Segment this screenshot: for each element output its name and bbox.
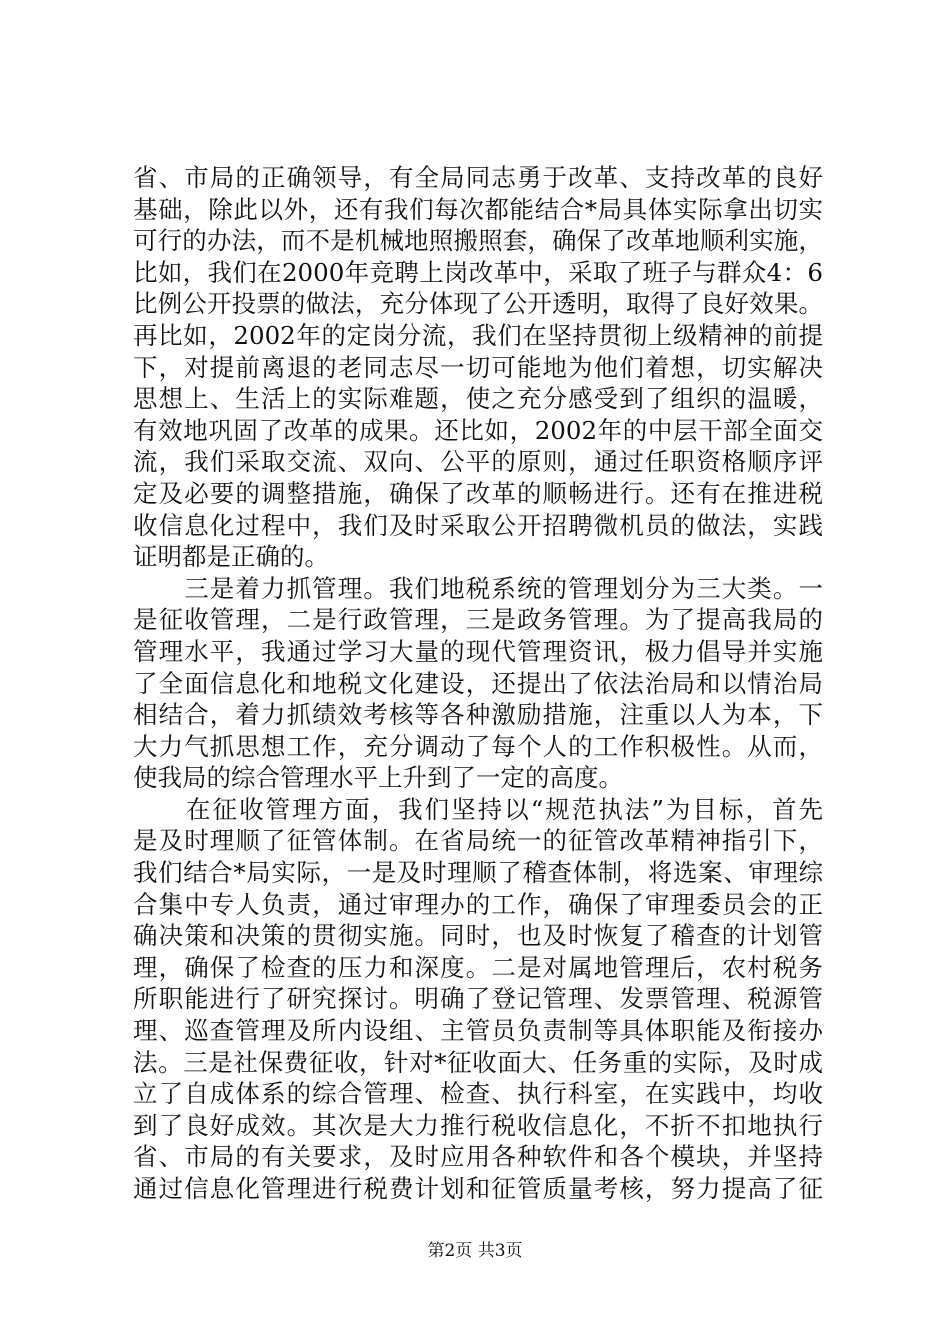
text-line: 再比如，2002年的定岗分流，我们在坚持贯彻上级精神的前提 [133,320,823,350]
text-line: 使我局的综合管理水平上升到了一定的高度。 [133,763,623,793]
text-line: 可行的办法，而不是机械地照搬照套，确保了改革地顺利实施， [133,226,823,256]
text-line: 我们结合*局实际，一是及时理顺了稽查体制，将选案、审理综 [133,858,823,888]
page-number-footer: 第2页 共3页 [427,1241,523,1261]
text-line: 到了良好成效。其次是大力推行税收信息化，不折不扣地执行 [133,1110,823,1140]
text-line: 收信息化过程中，我们及时采取公开招聘微机员的做法，实践 [133,510,823,540]
text-line: 理，确保了检查的压力和深度。二是对属地管理后，农村税务 [133,952,823,982]
text-line: 省、市局的正确领导，有全局同志勇于改革、支持改革的良好 [133,163,823,192]
text-line: 是及时理顺了征管体制。在省局统一的征管改革精神指引下， [133,826,823,856]
text-line: 是征收管理，二是行政管理，三是政务管理。为了提高我局的 [133,605,823,635]
text-line: 定及必要的调整措施，确保了改革的顺畅进行。还有在推进税 [133,478,823,508]
text-line: 省、市局的有关要求，及时应用各种软件和各个模块，并坚持 [133,1142,823,1172]
text-line: 三是着力抓管理。我们地税系统的管理划分为三大类。一 [133,573,823,603]
text-line: 证明都是正确的。 [133,542,329,572]
text-line: 比例公开投票的做法，充分体现了公开透明，取得了良好效果。 [133,289,823,319]
text-line: 法。三是社保费征收，针对*征收面大、任务重的实际，及时成 [133,1047,823,1077]
text-line: 思想上、生活上的实际难题，使之充分感受到了组织的温暖， [133,384,823,414]
text-line: 通过信息化管理进行税费计划和征管质量考核，努力提高了征 [133,1174,823,1203]
text-line: 立了自成体系的综合管理、检查、执行科室，在实践中，均收 [133,1079,823,1109]
text-line: 大力气抓思想工作，充分调动了每个人的工作积极性。从而， [133,731,823,761]
text-line: 确决策和决策的贯彻实施。同时，也及时恢复了稽查的计划管 [133,921,823,951]
text-line: 相结合，着力抓绩效考核等各种激励措施，注重以人为本，下 [133,700,823,730]
text-line: 有效地巩固了改革的成果。还比如，2002年的中层干部全面交 [133,415,823,445]
text-line: 合集中专人负责，通过审理办的工作，确保了审理委员会的正 [133,889,823,919]
text-line: 基础，除此以外，还有我们每次都能结合*局具体实际拿出切实 [133,194,823,224]
text-line: 下，对提前离退的老同志尽一切可能地为他们着想，切实解决 [133,352,823,382]
text-line: 流，我们采取交流、双向、公平的原则，通过任职资格顺序评 [133,447,823,477]
text-line: 在征收管理方面，我们坚持以“规范执法”为目标，首先 [133,794,823,824]
text-line: 了全面信息化和地税文化建设，还提出了依法治局和以情治局 [133,668,823,698]
text-line: 比如，我们在2000年竞聘上岗改革中，采取了班子与群众4：6 [133,257,823,287]
body-text [133,162,823,1205]
text-line: 管理水平，我通过学习大量的现代管理资讯，极力倡导并实施 [133,636,823,666]
text-line: 所职能进行了研究探讨。明确了登记管理、发票管理、税源管 [133,984,823,1014]
text-line: 理、巡查管理及所内设组、主管员负责制等具体职能及衔接办 [133,1016,823,1046]
